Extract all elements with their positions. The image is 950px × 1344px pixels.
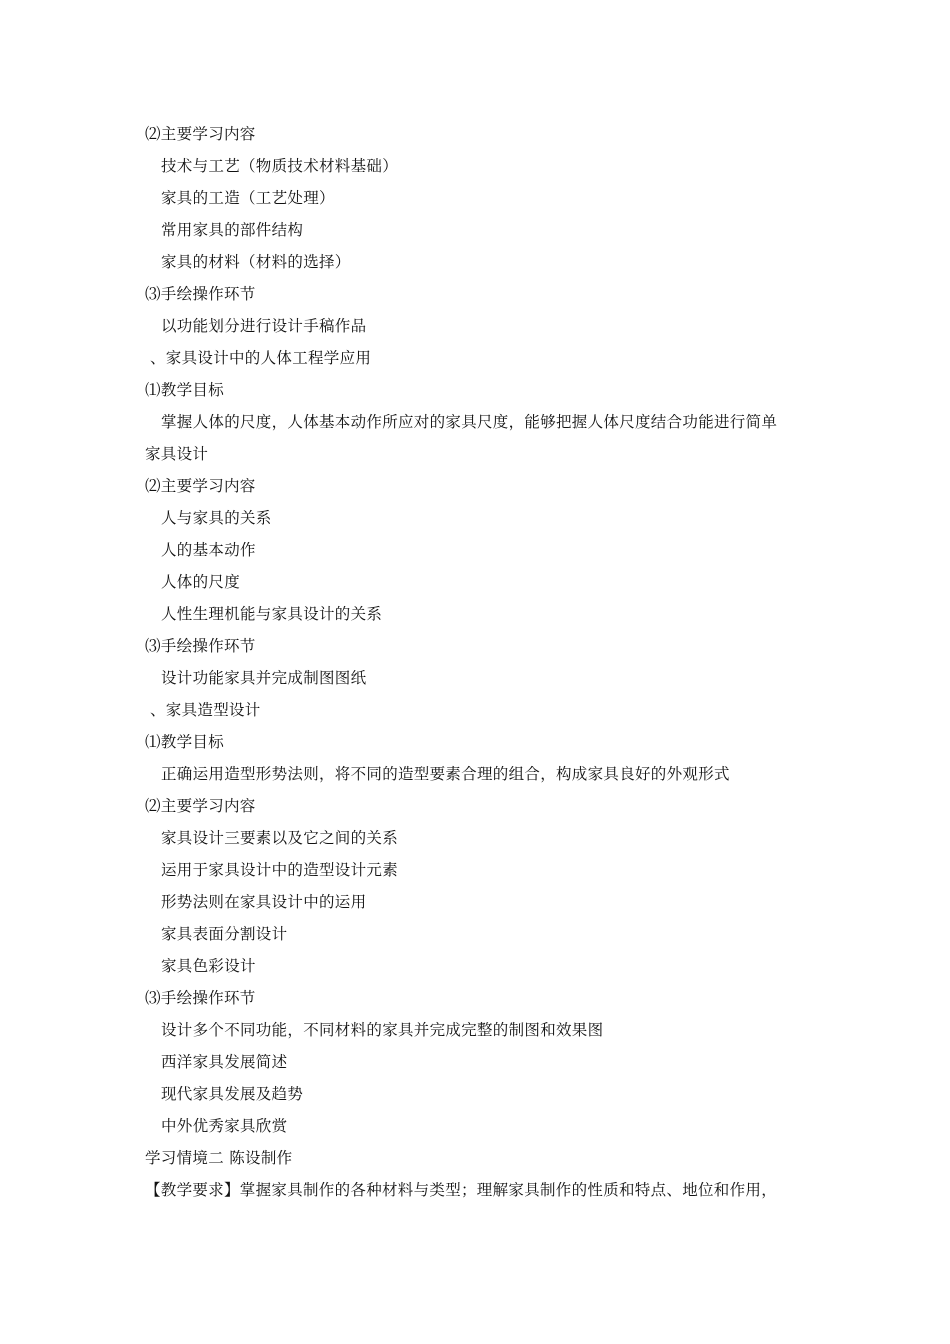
chapter-heading-ergonomics: 、家具设计中的人体工程学应用 xyxy=(150,349,372,367)
list-item: 家具表面分割设计 xyxy=(161,925,288,943)
section-heading-main-content: ⑵主要学习内容 xyxy=(145,125,256,143)
list-item: 家具色彩设计 xyxy=(161,957,256,975)
list-item: 家具的材料（材料的选择） xyxy=(161,253,351,271)
paragraph-line: 掌握人体的尺度，人体基本动作所应对的家具尺度，能够把握人体尺度结合功能进行简单 xyxy=(161,413,778,431)
section-heading-goals: ⑴教学目标 xyxy=(145,381,225,399)
list-item: 设计多个不同功能，不同材料的家具并完成完整的制图和效果图 xyxy=(161,1021,604,1039)
section-heading-sketch: ⑶手绘操作环节 xyxy=(145,285,256,303)
list-item: 家具的工造（工艺处理） xyxy=(161,189,335,207)
teaching-requirements-line: 【教学要求】掌握家具制作的各种材料与类型；理解家具制作的性质和特点、地位和作用， xyxy=(145,1181,778,1199)
section-heading-goals: ⑴教学目标 xyxy=(145,733,225,751)
section-heading-sketch: ⑶手绘操作环节 xyxy=(145,637,256,655)
list-item: 常用家具的部件结构 xyxy=(161,221,304,239)
chapter-heading-form-design: 、家具造型设计 xyxy=(150,701,261,719)
list-item: 人与家具的关系 xyxy=(161,509,272,527)
learning-scenario-heading: 学习情境二 陈设制作 xyxy=(145,1149,293,1167)
list-item: 以功能划分进行设计手稿作品 xyxy=(161,317,367,335)
list-item: 西洋家具发展简述 xyxy=(161,1053,288,1071)
paragraph-line: 家具设计 xyxy=(145,445,209,463)
list-item: 技术与工艺（物质技术材料基础） xyxy=(161,157,399,175)
list-item: 中外优秀家具欣赏 xyxy=(161,1117,288,1135)
list-item: 家具设计三要素以及它之间的关系 xyxy=(161,829,399,847)
list-item: 运用于家具设计中的造型设计元素 xyxy=(161,861,399,879)
list-item: 人体的尺度 xyxy=(161,573,241,591)
list-item: 人的基本动作 xyxy=(161,541,256,559)
list-item: 形势法则在家具设计中的运用 xyxy=(161,893,367,911)
section-heading-main-content: ⑵主要学习内容 xyxy=(145,477,256,495)
section-heading-sketch: ⑶手绘操作环节 xyxy=(145,989,256,1007)
paragraph-line: 正确运用造型形势法则，将不同的造型要素合理的组合，构成家具良好的外观形式 xyxy=(161,765,730,783)
list-item: 现代家具发展及趋势 xyxy=(161,1085,304,1103)
list-item: 人性生理机能与家具设计的关系 xyxy=(161,605,383,623)
list-item: 设计功能家具并完成制图图纸 xyxy=(161,669,367,687)
section-heading-main-content: ⑵主要学习内容 xyxy=(145,797,256,815)
